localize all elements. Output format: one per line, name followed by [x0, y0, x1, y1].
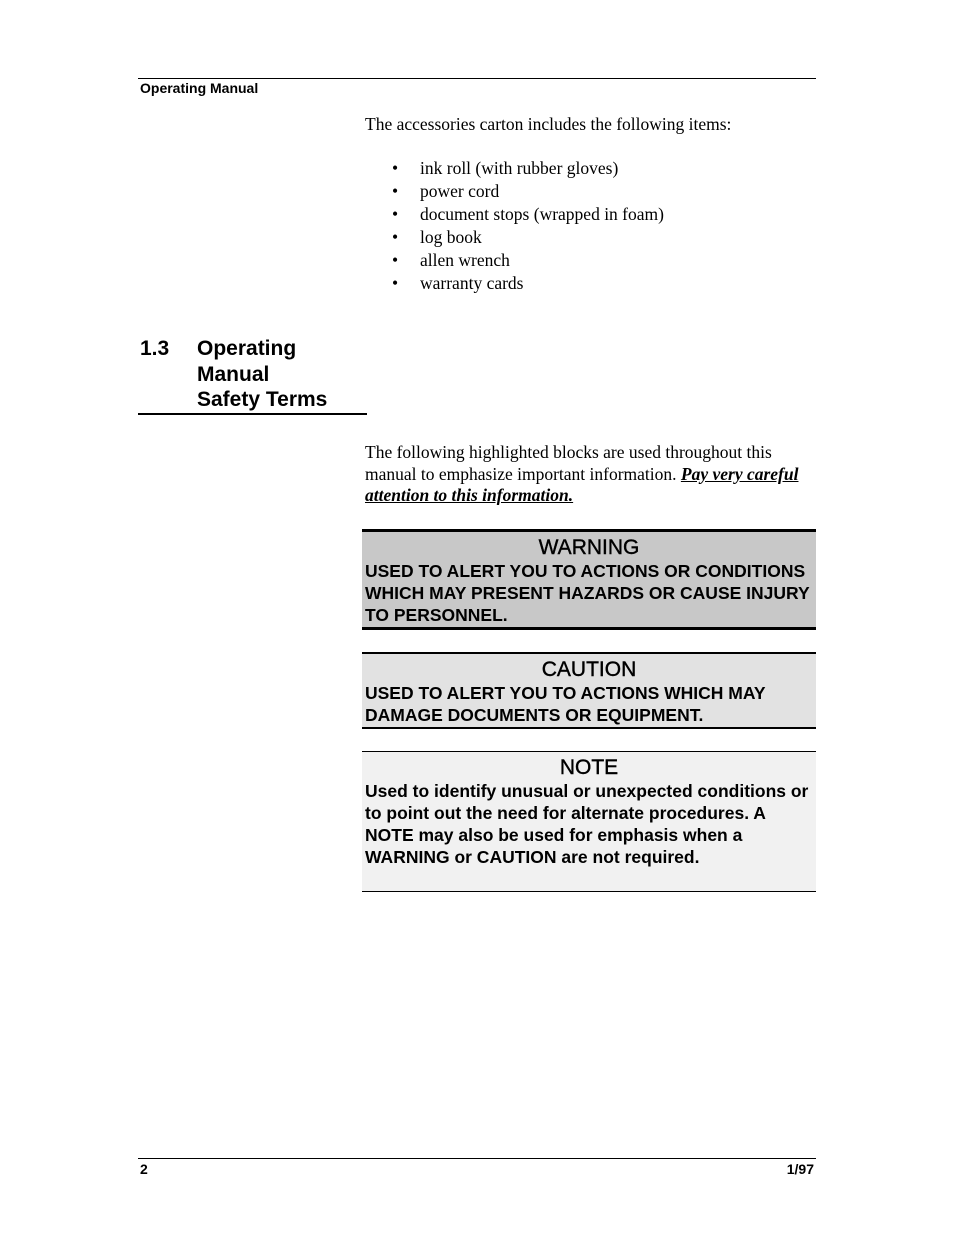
header-rule [138, 78, 816, 79]
section-title-line: Manual [197, 362, 270, 386]
section-title [197, 336, 327, 413]
list-item: • log book [392, 227, 482, 247]
note-body: Used to identify unusual or unexpected conditions or to point out the need for alternate procedures. A NOTE may also be used for emphasis when a WARNING or CAUTION are not required. [365, 781, 809, 867]
list-item: • warranty cards [392, 273, 524, 293]
footer-rule [138, 1158, 816, 1159]
paragraph-text: The following highlighted blocks are used throughout this manual to emphasize important information. [365, 442, 772, 484]
section-title-line: Operating [197, 337, 297, 360]
section-number: 1.3 [140, 337, 170, 360]
bullet-icon: • [392, 158, 399, 178]
bullet-icon: • [392, 250, 399, 270]
intro-text: The accessories carton includes the following items: [365, 114, 732, 134]
caution-box [362, 652, 816, 729]
paragraph-emphasis: Pay very careful attention to this information. [365, 463, 799, 505]
warning-body: USED TO ALERT YOU TO ACTIONS OR CONDITIONS WHICH MAY PRESENT HAZARDS OR CAUSE INJURY TO PERSONNEL. [365, 561, 810, 625]
note-box [362, 751, 816, 892]
note-title: NOTE [559, 756, 619, 779]
revision-date: 1/97 [786, 1161, 814, 1177]
caution-body: USED TO ALERT YOU TO ACTIONS WHICH MAY DAMAGE DOCUMENTS OR EQUIPMENT. [365, 683, 766, 725]
bullet-icon: • [392, 204, 399, 224]
bullet-icon: • [392, 181, 399, 201]
section-rule [138, 413, 367, 415]
accessories-list [365, 157, 664, 295]
list-item: • power cord [392, 181, 500, 201]
list-item: • document stops (wrapped in foam) [392, 204, 664, 224]
warning-box [362, 529, 816, 630]
intro-paragraph [365, 442, 815, 507]
running-header: Operating Manual [140, 80, 259, 96]
caution-title: CAUTION [541, 658, 637, 681]
bullet-icon: • [392, 227, 399, 247]
section-title-line: Safety Terms [197, 388, 328, 411]
list-item: • allen wrench [392, 250, 510, 270]
bullet-icon: • [392, 273, 399, 293]
list-item: • ink roll (with rubber gloves) [392, 158, 619, 178]
page-number: 2 [140, 1161, 148, 1177]
warning-title: WARNING [538, 536, 640, 559]
